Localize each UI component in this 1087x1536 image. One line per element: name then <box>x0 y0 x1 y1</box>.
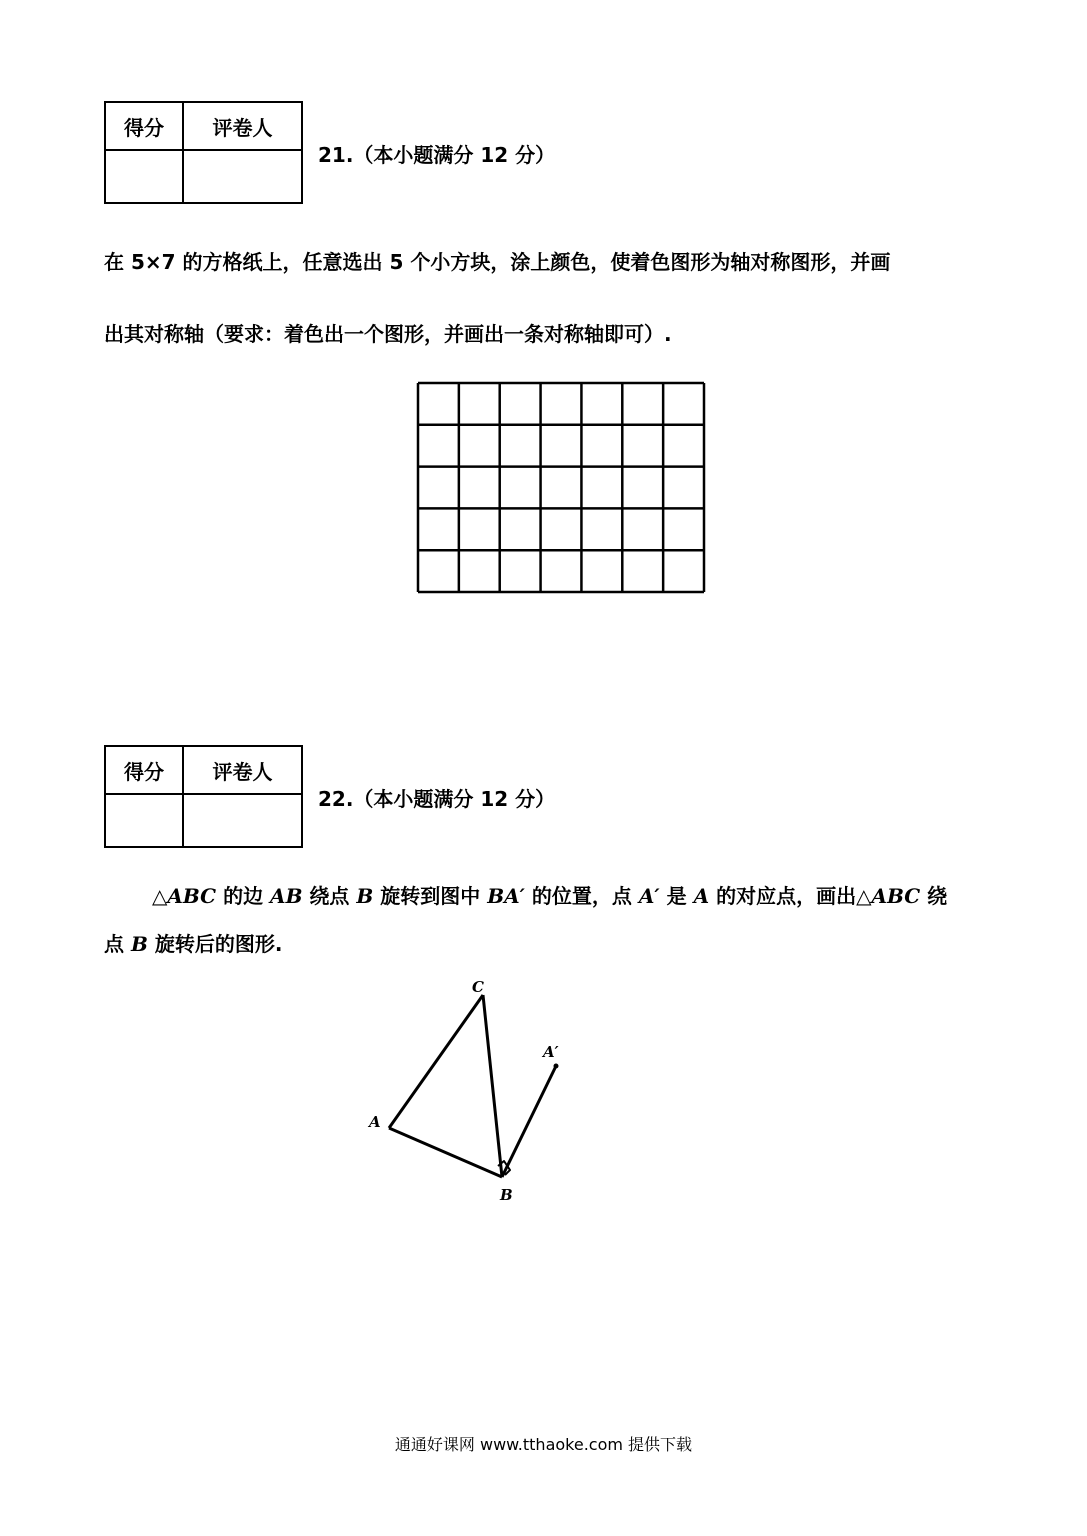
math-ba-prime: BA′ <box>487 884 525 908</box>
question-22-text-line1 <box>104 880 984 909</box>
question-21-title: 21.（本小题满分 12 分） <box>318 143 556 167</box>
footer-text: 通通好课网 www.tthaoke.com 提供下载 <box>394 1435 693 1454</box>
segment-cb <box>483 995 502 1177</box>
square-grid-5x7 <box>416 381 706 594</box>
score-cell <box>105 150 183 203</box>
math-b: B <box>130 932 148 956</box>
text-segment: 旋转到图中 <box>373 884 488 908</box>
segment-ac <box>389 995 483 1128</box>
question-22-title: 22.（本小题满分 12 分） <box>318 787 556 811</box>
text-segment: 的对应点，画出△ <box>709 884 872 908</box>
text-segment: 绕 <box>920 884 948 908</box>
point-a-prime <box>554 1064 559 1069</box>
triangle-symbol: △ <box>152 884 168 908</box>
grader-header: 评卷人 <box>183 746 302 794</box>
math-b: B <box>356 884 374 908</box>
math-a-prime: A′ <box>638 884 660 908</box>
math-a: A <box>693 884 710 908</box>
segment-ba-prime <box>502 1066 556 1177</box>
score-table-22 <box>104 745 303 848</box>
text-segment: 点 <box>104 932 131 956</box>
label-c: C <box>472 978 484 996</box>
score-header: 得分 <box>105 102 183 150</box>
question-21-text-line2: 出其对称轴（要求：着色出一个图形，并画出一条对称轴即可）. <box>104 322 672 346</box>
text-segment: 的位置，点 <box>524 884 639 908</box>
text-segment: 的边 <box>216 884 271 908</box>
score-header: 得分 <box>105 746 183 794</box>
score-table-21 <box>104 101 303 204</box>
score-cell <box>105 794 183 847</box>
grader-cell <box>183 794 302 847</box>
question-21-text-line1: 在 5×7 的方格纸上，任意选出 5 个小方块，涂上颜色，使着色图形为轴对称图形，并画 <box>104 250 891 274</box>
grader-cell <box>183 150 302 203</box>
triangle-figure <box>360 970 580 1210</box>
text-segment: 旋转后的图形. <box>147 932 283 956</box>
label-a: A <box>369 1113 381 1131</box>
math-ab: AB <box>270 884 303 908</box>
text-segment: 绕点 <box>302 884 357 908</box>
segment-ab <box>389 1128 502 1177</box>
question-22-text-line2 <box>104 928 984 957</box>
label-b: B <box>500 1186 513 1204</box>
label-a-prime: A′ <box>543 1043 559 1061</box>
text-segment: 是 <box>659 884 694 908</box>
math-abc: ABC <box>871 884 921 908</box>
math-abc: ABC <box>167 884 217 908</box>
grader-header: 评卷人 <box>183 102 302 150</box>
